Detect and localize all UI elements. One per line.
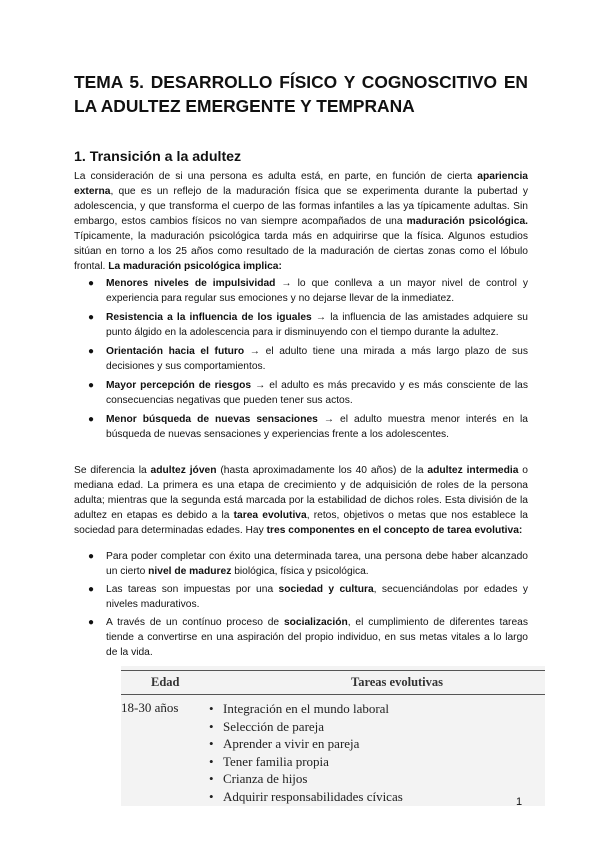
task-item: • Crianza de hijos	[209, 770, 403, 788]
list-item: ● A través de un contínuo proceso de socialización, el cumplimiento de diferentes tareas tiende a convertirse en una aspiración del propio individuo, en sus metas vitales a lo largo de la vida.	[88, 617, 528, 658]
page-title: TEMA 5. DESARROLLO FÍSICO Y COGNOSCITIVO EN LA ADULTEZ EMERGENTE Y TEMPRANA	[74, 72, 528, 116]
table-age-cell: 18-30 años	[121, 700, 179, 715]
table-top-rule	[121, 670, 545, 671]
list-item: ● Las tareas son impuestas por una sociedad y cultura, secuenciándolas por edades y niveles madurativos.	[88, 584, 529, 610]
list-item: ● Para poder completar con éxito una determinada tarea, una persona debe haber alcanzado un cierto nivel de madurez biológica, física y psicológica.	[88, 551, 528, 577]
table-tasks-list	[209, 700, 403, 805]
bullet-icon: ●	[88, 617, 95, 628]
table-header-rule	[121, 694, 545, 695]
components-list	[74, 549, 528, 663]
table-header-tasks: Tareas evolutivas	[351, 675, 444, 689]
list-item: ● Menores niveles de impulsividad → lo que conlleva a un mayor nivel de control y experiencia para regular sus emociones y no dejarse llevar de la inmediatez.	[88, 278, 528, 304]
bullet-icon: ●	[88, 414, 95, 425]
task-item: • Adquirir responsabilidades cívicas	[209, 788, 403, 806]
developmental-tasks-table	[121, 666, 545, 806]
bullet-icon: ●	[88, 584, 95, 595]
task-item: • Aprender a vivir en pareja	[209, 735, 403, 753]
task-item: • Selección de pareja	[209, 718, 403, 736]
page-number: 1	[516, 796, 523, 808]
list-item: ● Resistencia a la influencia de los iguales → la influencia de las amistades adquiere su punto álgido en la adolescencia para ir disminuyendo con el tiempo durante la adultez.	[88, 312, 528, 338]
adulthood-paragraph: Se diferencia la adultez jóven (hasta aproximadamente los 40 años) de la adultez intermedia o mediana edad. La primera es una etapa de crecimiento y de adquisición de roles de la persona adulta; mientras que la segunda está marcada por la estabilidad de dichos roles. Esta división de la adultez en etapas es debido a la tarea evolutiva, retos, objetivos o metas que nos establece la sociedad para determinadas edades. Hay tres componentes en el concepto de tarea evolutiva:	[74, 465, 528, 536]
list-item: ● Menor búsqueda de nuevas sensaciones → el adulto muestra menor interés en la búsqueda de nuevas sensaciones y experiencias frente a los adolescentes.	[88, 414, 528, 440]
list-item: ● Orientación hacia el futuro → el adulto tiene una mirada a más largo plazo de sus decisiones y sus comportamientos.	[88, 346, 529, 372]
bullet-icon: ●	[88, 551, 95, 562]
intro-paragraph: La consideración de si una persona es adulta está, en parte, en función de cierta apariencia externa, que es un reflejo de la maduración física que se experimenta durante la pubertad y adolescencia, y que transforma el cuerpo de las formas infantiles a las ya típicamente adultas. Sin embargo, estos cambios físicos no van siempre acompañados de una maduración psicológica. Típicamente, la maduración psicológica tarda más en adquirirse que la física. Algunos estudios sitúan en torno a los 25 años como resultado de la maduración de ciertas zonas como el lóbulo frontal. La maduración psicológica implica:	[74, 171, 528, 272]
bullet-icon: ●	[88, 312, 95, 323]
list-item: ● Mayor percepción de riesgos → el adulto es más precavido y es más consciente de las consecuencias negativas que pueden tener sus actos.	[88, 380, 528, 406]
maturation-list	[74, 276, 528, 446]
bullet-icon: ●	[88, 380, 95, 391]
section-heading: 1. Transición a la adultez	[74, 149, 242, 165]
table-header-age: Edad	[151, 675, 180, 689]
bullet-icon: ●	[88, 346, 95, 357]
task-item: • Integración en el mundo laboral	[209, 700, 403, 718]
task-item: • Tener familia propia	[209, 753, 403, 771]
bullet-icon: ●	[88, 278, 95, 289]
